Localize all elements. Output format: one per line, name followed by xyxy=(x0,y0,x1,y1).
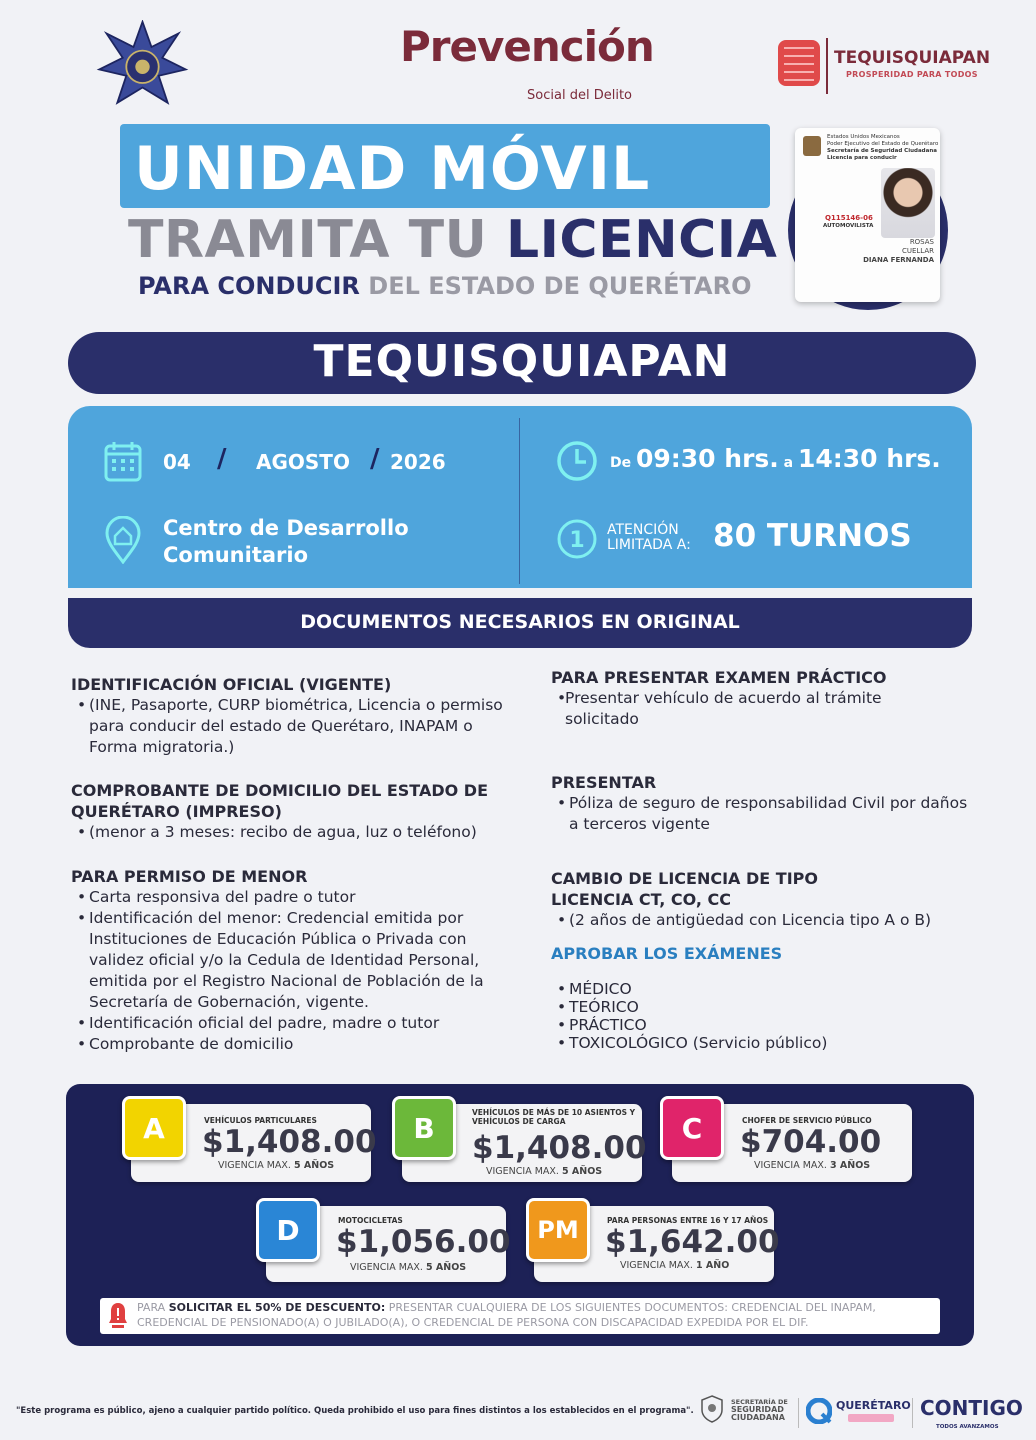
req-address xyxy=(71,780,491,843)
req-license-change xyxy=(551,868,981,931)
municipality-name: TEQUISQUIAPAN xyxy=(834,48,991,68)
exam-item: • TEÓRICO xyxy=(551,998,981,1016)
card-header-line: Estados Unidos Mexicanos xyxy=(827,134,900,140)
validity-label: VIGENCIA MAX. xyxy=(620,1260,696,1271)
validity-value: 5 AÑOS xyxy=(293,1160,335,1171)
contigo-tagline: TODOS AVANZAMOS xyxy=(936,1424,999,1430)
turns-number-icon xyxy=(556,518,598,560)
event-month: AGOSTO xyxy=(256,450,350,474)
date-separator: / xyxy=(370,444,380,474)
price-validity xyxy=(218,1160,334,1171)
calendar-icon xyxy=(104,440,142,482)
brand-title: Prevención xyxy=(400,22,654,71)
price-amount: $1,408.00 xyxy=(202,1124,377,1160)
req-heading: PARA PERMISO DE MENOR xyxy=(71,867,308,886)
req-heading: COMPROBANTE DE DOMICILIO DEL ESTADO DE QUERÉTARO (IMPRESO) xyxy=(71,781,488,821)
municipality-tagline: PROSPERIDAD PARA TODOS xyxy=(846,70,978,79)
license-card-header xyxy=(827,134,938,162)
price-desc: VEHÍCULOS DE MÁS DE 10 ASIENTOS Y VEHÍCULOS DE CARGA xyxy=(472,1108,636,1126)
price-desc: PARA PERSONAS ENTRE 16 Y 17 AÑOS xyxy=(607,1216,769,1225)
license-type-c-badge: C xyxy=(660,1096,724,1160)
exam-item: • TOXICOLÓGICO (Servicio público) xyxy=(551,1034,981,1052)
license-type-a-badge: A xyxy=(122,1096,186,1160)
req-heading: PRESENTAR xyxy=(551,773,657,792)
place-line-1: Centro de Desarrollo xyxy=(163,516,409,540)
turns-icon-number: 1 xyxy=(569,528,585,553)
ssc-line-3: CIUDADANA xyxy=(731,1413,785,1422)
license-type-pm-badge: PM xyxy=(526,1198,590,1262)
time-from: 09:30 hrs. xyxy=(636,444,779,473)
attention-line-2: LIMITADA A: xyxy=(607,537,691,553)
req-heading: CAMBIO DE LICENCIA DE TIPO xyxy=(551,869,818,888)
place-line-2: Comunitario xyxy=(163,543,309,567)
event-year: 2026 xyxy=(390,450,446,474)
price-desc: MOTOCICLETAS xyxy=(338,1216,403,1225)
title-line-3 xyxy=(138,272,751,300)
discount-text xyxy=(137,1300,937,1330)
card-header-line: Secretaría de Seguridad Ciudadana xyxy=(827,148,937,154)
ssc-line-1: SECRETARÍA DE xyxy=(731,1398,788,1406)
price-amount: $1,056.00 xyxy=(336,1224,511,1260)
validity-label: VIGENCIA MAX. xyxy=(754,1160,830,1171)
validity-value: 5 AÑOS xyxy=(561,1166,603,1177)
price-validity xyxy=(486,1166,602,1177)
license-number: Q115146-06 xyxy=(825,214,873,222)
license-card-image xyxy=(795,128,940,302)
req-item: • (2 años de antigüedad con Licencia tipo A o B) xyxy=(551,910,981,931)
time-from-label: De xyxy=(610,455,636,471)
title-line-1: UNIDAD MÓVIL xyxy=(134,134,651,204)
req-heading: PARA PRESENTAR EXAMEN PRÁCTICO xyxy=(551,668,887,687)
event-time xyxy=(610,444,941,473)
req-present xyxy=(551,772,981,835)
price-validity xyxy=(620,1260,729,1271)
police-star-badge-icon xyxy=(95,20,190,110)
price-amount: $1,642.00 xyxy=(605,1224,780,1260)
price-validity xyxy=(350,1262,466,1273)
header-divider xyxy=(826,38,828,94)
price-amount: $704.00 xyxy=(740,1124,882,1160)
license-type: AUTOMOVILISTA xyxy=(823,223,874,229)
license-holder-name xyxy=(863,238,934,265)
validity-label: VIGENCIA MAX. xyxy=(350,1262,426,1273)
alert-icon xyxy=(108,1301,128,1329)
card-header-line: Poder Ejecutivo del Estado de Querétaro xyxy=(827,141,939,147)
license-photo xyxy=(881,168,935,238)
event-day: 04 xyxy=(163,450,191,474)
discount-prefix: PARA xyxy=(137,1301,169,1314)
city-name: TEQUISQUIAPAN xyxy=(313,336,731,387)
documents-title: DOCUMENTOS NECESARIOS EN ORIGINAL xyxy=(300,611,740,633)
queretaro-logo-icon xyxy=(806,1398,832,1424)
req-exams xyxy=(551,943,981,1052)
holder-surname-2: CUELLAR xyxy=(901,247,934,255)
validity-label: VIGENCIA MAX. xyxy=(486,1166,562,1177)
queretaro-logo-text: QUERÉTARO xyxy=(836,1399,911,1412)
exam-item: • MÉDICO xyxy=(551,980,981,998)
ssc-line-2: SEGURIDAD xyxy=(731,1405,784,1414)
license-type-d-badge: D xyxy=(256,1198,320,1262)
brand-subtitle: Social del Delito xyxy=(527,88,632,103)
ssc-shield-icon xyxy=(700,1394,724,1424)
tequisquiapan-shield-icon xyxy=(776,38,822,88)
price-desc: CHOFER DE SERVICIO PÚBLICO xyxy=(742,1116,872,1125)
validity-value: 5 AÑOS xyxy=(425,1262,467,1273)
req-item: • Identificación del menor: Credencial emitida por Instituciones de Educación Pública o Privada con validez oficial y/o la Cedula de Identidad Personal, emitida por el Registro Nacional de Población de la Secretaría de Gobernación, vigente. xyxy=(71,908,511,1013)
title-line-3-b: DEL ESTADO DE QUERÉTARO xyxy=(368,272,752,300)
attention-label xyxy=(607,523,691,553)
req-heading: LICENCIA CT, CO, CC xyxy=(551,890,732,909)
req-item: • Carta responsiva del padre o tutor xyxy=(71,887,511,908)
footer-divider xyxy=(912,1398,913,1428)
info-divider xyxy=(519,418,520,584)
price-desc: VEHÍCULOS PARTICULARES xyxy=(204,1116,317,1125)
validity-value: 3 AÑOS xyxy=(829,1160,871,1171)
contigo-logo-text: CONTIGO xyxy=(920,1396,1023,1420)
holder-surname-1: ROSAS xyxy=(909,238,934,246)
time-to-label: a xyxy=(778,455,798,471)
req-heading: IDENTIFICACIÓN OFICIAL (VIGENTE) xyxy=(71,675,392,694)
queretaro-logo-ribbon xyxy=(848,1414,894,1422)
location-pin-icon xyxy=(104,516,142,564)
exam-item: • PRÁCTICO xyxy=(551,1016,981,1034)
license-type-b-badge: B xyxy=(392,1096,456,1160)
req-practical-exam xyxy=(551,667,931,730)
footer-divider xyxy=(798,1398,799,1428)
discount-bold: SOLICITAR EL 50% DE DESCUENTO: xyxy=(168,1301,386,1314)
req-item: • Comprobante de domicilio xyxy=(71,1034,511,1055)
ssc-logo-text xyxy=(731,1398,788,1422)
req-item: • (menor a 3 meses: recibo de agua, luz o teléfono) xyxy=(71,822,491,843)
req-official-id xyxy=(71,674,511,758)
legal-disclaimer: "Este programa es público, ajeno a cualquier partido político. Queda prohibido el uso para fines distintos a los establecidos en el programa". xyxy=(16,1406,694,1416)
price-amount: $1,408.00 xyxy=(472,1130,647,1166)
turns-count: 80 TURNOS xyxy=(713,518,912,554)
req-item: • Identificación oficial del padre, madre o tutor xyxy=(71,1013,511,1034)
req-item: • (INE, Pasaporte, CURP biométrica, Licencia o permiso para conducir del estado de Querétaro, INAPAM o Forma migratoria.) xyxy=(71,695,511,758)
holder-given-name: DIANA FERNANDA xyxy=(863,256,934,264)
discount-body: PRESENTAR CUALQUIERA DE LOS SIGUIENTES DOCUMENTOS: CREDENCIAL DEL INAPAM, CREDENCIAL DE PENSIONADO(A) O JUBILADO(A), O CREDENCIAL DE PERSONA CON DISCAPACIDAD EXPEDIDA POR EL DIF. xyxy=(137,1301,876,1329)
title-line-3-a: PARA CONDUCIR xyxy=(138,272,369,300)
title-line-2-a: TRAMITA TU xyxy=(128,210,506,270)
time-to: 14:30 hrs. xyxy=(798,444,941,473)
event-place xyxy=(163,515,409,569)
req-item: • Presentar vehículo de acuerdo al trámite solicitado xyxy=(551,688,931,730)
card-header-line: Licencia para conducir xyxy=(827,155,897,161)
attention-line-1: ATENCIÓN xyxy=(607,522,679,538)
validity-label: VIGENCIA MAX. xyxy=(218,1160,294,1171)
title-line-2-b: LICENCIA xyxy=(505,210,778,270)
req-item: • Póliza de seguro de responsabilidad Civil por daños a terceros vigente xyxy=(551,793,981,835)
clock-icon xyxy=(556,440,598,482)
price-validity xyxy=(754,1160,870,1171)
validity-value: 1 AÑO xyxy=(695,1260,730,1271)
date-separator: / xyxy=(217,444,227,474)
req-minor-permit xyxy=(71,866,511,1055)
state-seal-icon xyxy=(803,136,821,156)
title-line-2 xyxy=(128,210,777,270)
req-heading: APROBAR LOS EXÁMENES xyxy=(551,944,783,963)
